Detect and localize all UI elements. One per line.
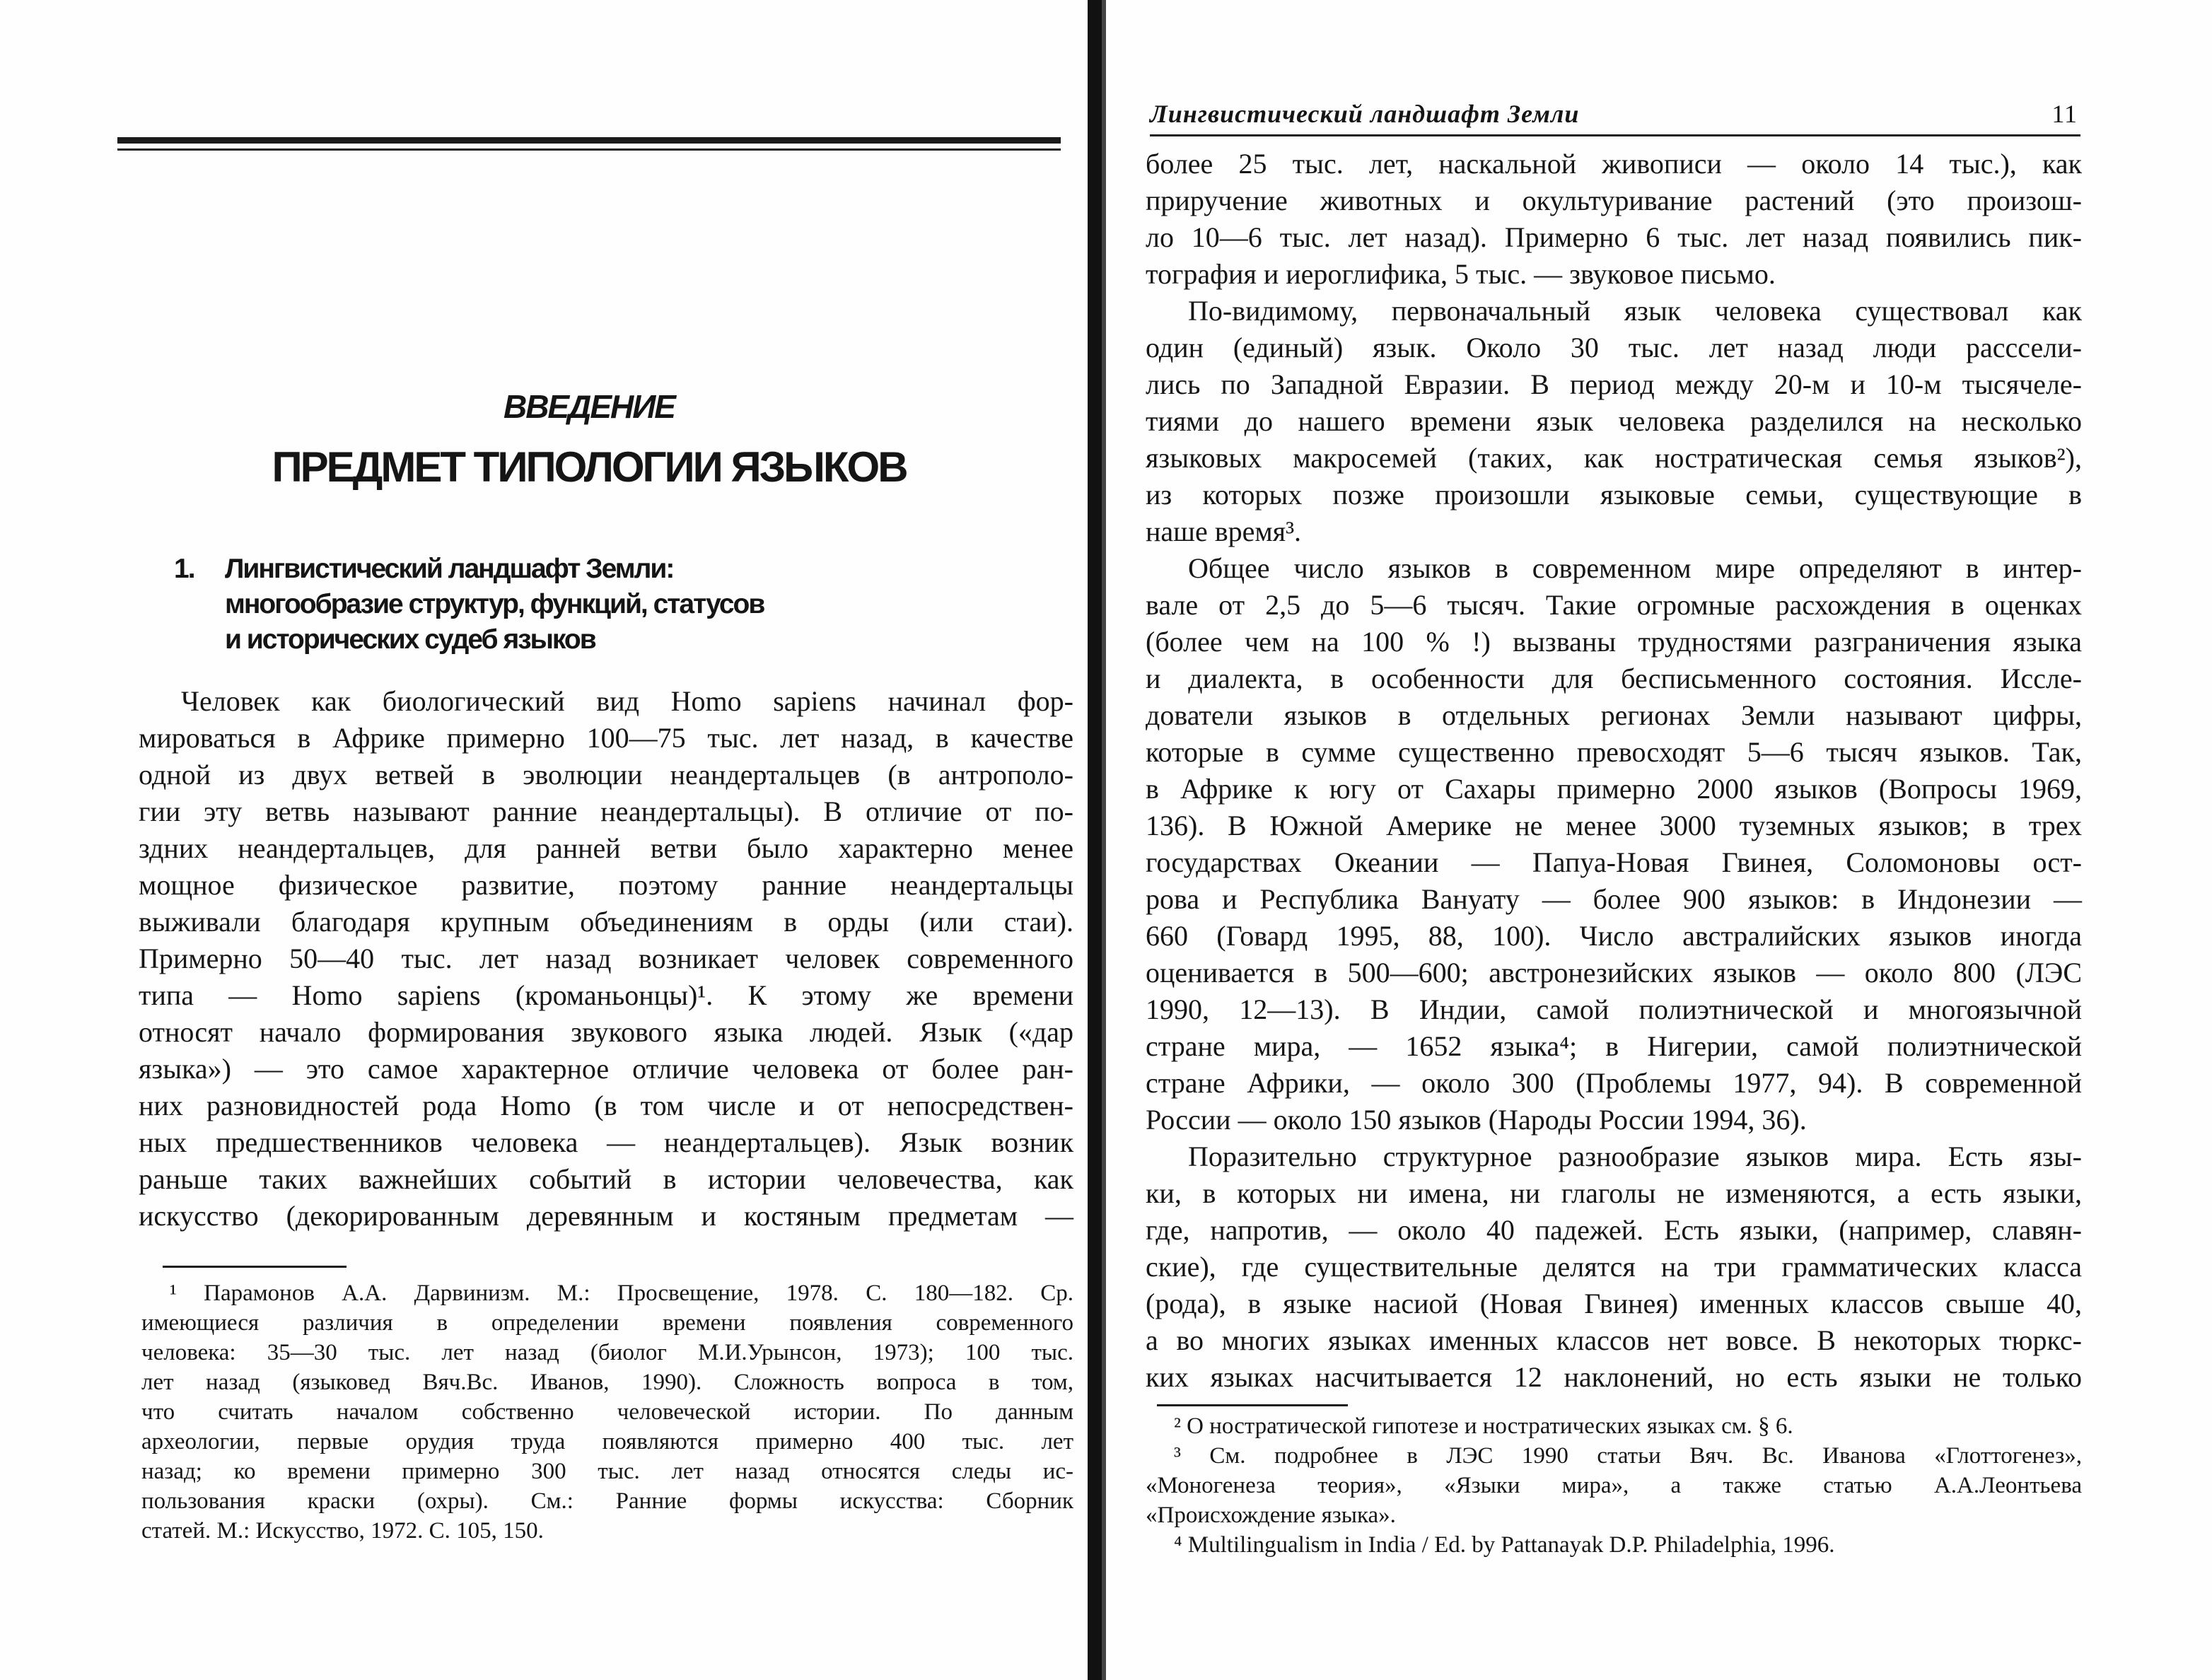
footnote-rule bbox=[1157, 1404, 1348, 1406]
text-line: 1990, 12—13). В Индии, самой полиэтнической и многоязычной bbox=[1146, 993, 2082, 1025]
top-rule-thin bbox=[117, 148, 1061, 151]
text-line: выживали благодаря крупным объединениям в орды (или стаи). bbox=[139, 906, 1073, 938]
text-line: где, напротив, — около 40 падежей. Есть языки, (например, славян- bbox=[1146, 1214, 2082, 1246]
text-line: наше время³. bbox=[1146, 515, 1302, 547]
footnote-line: пользования краски (охры). См.: Ранние формы искусства: Сборник bbox=[141, 1488, 1073, 1514]
text-line: одной из двух ветвей в эволюции неандертальцев (в антрополо- bbox=[139, 759, 1073, 791]
header-rule bbox=[1150, 134, 2080, 136]
text-line: вале от 2,5 до 5—6 тысяч. Такие огромные расхождения в оценках bbox=[1146, 589, 2082, 621]
chapter-title: ПРЕДМЕТ ТИПОЛОГИИ ЯЗЫКОВ bbox=[272, 443, 907, 491]
text-line: из которых позже произошли языковые семьи, существующие в bbox=[1146, 479, 2082, 511]
text-line: 136). В Южной Америке не менее 3000 туземных языков; в трех bbox=[1146, 810, 2082, 841]
text-line: Общее число языков в современном мире определяют в интер- bbox=[1188, 552, 2082, 584]
footnote-line: что считать началом собственно человеческой истории. По данным bbox=[141, 1399, 1073, 1425]
footnote-line: «Моногенеза теория», «Языки мира», а также статью А.А.Леонтьева bbox=[1146, 1473, 2082, 1498]
text-line: ские), где существительные делятся на три грамматических класса bbox=[1146, 1251, 2082, 1283]
gutter-shadow bbox=[1102, 0, 1106, 1680]
text-line: относят начало формирования звукового языка людей. Язык («дар bbox=[139, 1016, 1073, 1048]
page-number: 11 bbox=[2051, 100, 2078, 128]
footnote-line: статей. М.: Искусство, 1972. С. 105, 150. bbox=[141, 1518, 544, 1544]
footnote-line: ² О ностратической гипотезе и ностратических языках см. § 6. bbox=[1174, 1413, 1793, 1439]
footnote-line: человека: 35—30 тыс. лет назад (биолог М.И.Урынсон, 1973); 100 тыс. bbox=[141, 1340, 1073, 1365]
text-line: ло 10—6 тыс. лет назад). Примерно 6 тыс. лет назад появились пик- bbox=[1146, 221, 2082, 253]
section-heading-line: и исторических судеб языков bbox=[225, 624, 595, 655]
text-line: мощное физическое развитие, поэтому ранние неандертальцы bbox=[139, 869, 1073, 901]
text-line: типа — Homo sapiens (кроманьонцы)¹. К этому же времени bbox=[139, 979, 1073, 1011]
text-line: раньше таких важнейших событий в истории человечества, как bbox=[139, 1163, 1073, 1195]
text-line: дователи языков в отдельных регионах Земли называют цифры, bbox=[1146, 699, 2082, 731]
section-heading-line: Лингвистический ландшафт Земли: bbox=[225, 554, 674, 584]
text-line: приручение животных и окультуривание растений (это произош- bbox=[1146, 185, 2082, 216]
footnote-line: ¹ Парамонов А.А. Дарвинизм. М.: Просвещение, 1978. С. 180—182. Ср. bbox=[170, 1281, 1073, 1306]
footnote-line: ³ См. подробнее в ЛЭС 1990 статьи Вяч. Вс. Иванова «Глоттогенез», bbox=[1174, 1443, 2082, 1469]
book-gutter bbox=[1088, 0, 1102, 1680]
text-line: в Африке к югу от Сахары примерно 2000 языков (Вопросы 1969, bbox=[1146, 773, 2082, 805]
text-line: Человек как биологический вид Homo sapiens начинал фор- bbox=[181, 685, 1073, 717]
text-line: оценивается в 500—600; австронезийских языков — около 800 (ЛЭС bbox=[1146, 957, 2082, 988]
text-line: тиями до нашего времени язык человека разделился на несколько bbox=[1146, 405, 2082, 437]
text-line: стране Африки, — около 300 (Проблемы 1977, 94). В современной bbox=[1146, 1067, 2082, 1099]
running-head bbox=[1150, 99, 2078, 133]
section-label: ВВЕДЕНИЕ bbox=[503, 388, 675, 425]
text-line: ких языках насчитывается 12 наклонений, но есть языки не только bbox=[1146, 1361, 2082, 1393]
text-line: них разновидностей рода Homo (в том числе и от непосредствен- bbox=[139, 1090, 1073, 1121]
text-line: языка») — это самое характерное отличие человека от более ран- bbox=[139, 1053, 1073, 1085]
right-footnotes bbox=[1146, 1411, 2082, 1560]
section-heading bbox=[174, 552, 1023, 658]
left-body-text bbox=[139, 683, 1073, 1235]
section-heading-line: многообразие структур, функций, статусов bbox=[225, 589, 764, 619]
text-line: Примерно 50—40 тыс. лет назад возникает человек современного bbox=[139, 943, 1073, 974]
text-line: (рода), в языке насиой (Новая Гвинея) именных классов свыше 40, bbox=[1146, 1288, 2082, 1319]
text-line: Поразительно структурное разнообразие языков мира. Есть язы- bbox=[1188, 1141, 2082, 1172]
text-line: (более чем на 100 % !) вызваны трудностями разграничения языка bbox=[1146, 626, 2082, 658]
footnote-rule bbox=[163, 1266, 347, 1268]
text-line: которые в сумме существенно превосходят 5—6 тысяч языков. Так, bbox=[1146, 736, 2082, 768]
text-line: один (единый) язык. Около 30 тыс. лет назад люди расссели- bbox=[1146, 332, 2082, 363]
text-line: языковых макросемей (таких, как ностратическая семья языков²), bbox=[1146, 442, 2082, 474]
section-number: 1. bbox=[174, 554, 194, 584]
text-line: ных предшественников человека — неандертальцев). Язык возник bbox=[139, 1126, 1073, 1158]
text-line: более 25 тыс. лет, наскальной живописи — около 14 тыс.), как bbox=[1146, 148, 2082, 180]
text-line: рова и Республика Вануату — более 900 языков: в Индонезии — bbox=[1146, 883, 2082, 915]
text-line: государствах Океании — Папуа-Новая Гвинея, Соломоновы ост- bbox=[1146, 846, 2082, 878]
text-line: здних неандертальцев, для ранней ветви было характерно менее bbox=[139, 832, 1073, 864]
text-line: По-видимому, первоначальный язык человека существовал как bbox=[1188, 295, 2082, 327]
text-line: а во многих языках именных классов нет вовсе. В некоторых тюркс- bbox=[1146, 1324, 2082, 1356]
footnote-line: назад; ко времени примерно 300 тыс. лет назад относятся следы ис- bbox=[141, 1459, 1073, 1484]
text-line: стране мира, — 1652 языка⁴; в Нигерии, самой полиэтнической bbox=[1146, 1030, 2082, 1062]
text-line: России — около 150 языков (Народы России 1994, 36). bbox=[1146, 1104, 1807, 1136]
text-line: гии эту ветвь называют ранние неандертальцы). В отличие от по- bbox=[139, 795, 1073, 827]
footnote-line: ⁴ Multilingualism in India / Ed. by Pattanayak D.P. Philadelphia, 1996. bbox=[1174, 1532, 1835, 1558]
top-rule-thick bbox=[117, 137, 1061, 144]
running-head-title: Лингвистический ландшафт Земли bbox=[1150, 100, 1580, 128]
footnote-line: имеющиеся различия в определении времени появления современного bbox=[141, 1310, 1073, 1336]
footnote-line: археологии, первые орудия труда появляются примерно 400 тыс. лет bbox=[141, 1429, 1073, 1454]
text-line: 660 (Говард 1995, 88, 100). Число австралийских языков иногда bbox=[1146, 920, 2082, 952]
text-line: ки, в которых ни имена, ни глаголы не изменяются, а есть языки, bbox=[1146, 1177, 2082, 1209]
text-line: лись по Западной Евразии. В период между 20-м и 10-м тысячеле- bbox=[1146, 368, 2082, 400]
right-body-text bbox=[1146, 146, 2082, 1396]
left-footnotes bbox=[141, 1278, 1073, 1546]
footnote-line: лет назад (языковед Вяч.Вс. Иванов, 1990). Сложность вопроса в том, bbox=[141, 1370, 1073, 1395]
footnote-line: «Происхождение языка». bbox=[1146, 1503, 1396, 1528]
text-line: мироваться в Африке примерно 100—75 тыс. лет назад, в качестве bbox=[139, 722, 1073, 754]
text-line: тография и иероглифика, 5 тыс. — звуковое письмо. bbox=[1146, 258, 1776, 290]
text-line: искусство (декорированным деревянным и костяным предметам — bbox=[139, 1200, 1073, 1232]
text-line: и диалекта, в особенности для бесписьменного состояния. Иссле- bbox=[1146, 663, 2082, 694]
